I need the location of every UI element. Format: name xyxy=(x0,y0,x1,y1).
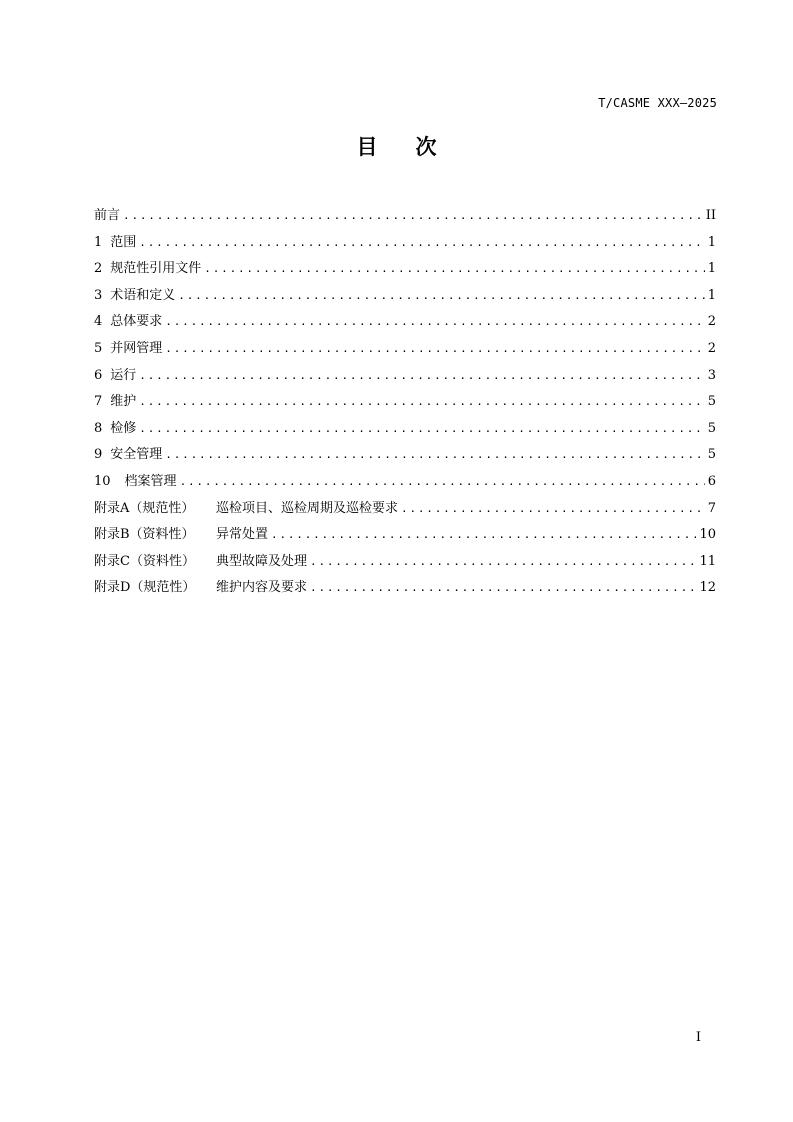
toc-entry-page: 2 xyxy=(707,314,716,330)
toc-entry-number: 2 xyxy=(94,261,103,277)
toc-entry-grid-connection[interactable] xyxy=(94,336,716,363)
toc-leader-dots xyxy=(123,203,703,230)
toc-leader-dots xyxy=(271,522,696,549)
toc-entry-page: 1 xyxy=(707,234,716,250)
toc-entry-page: 1 xyxy=(707,261,716,277)
toc-entry-normative-references[interactable] xyxy=(94,256,716,283)
toc-entry-text: 维护 xyxy=(110,394,137,410)
toc-entry-page: 7 xyxy=(707,500,716,516)
toc-leader-dots xyxy=(139,363,704,390)
toc-entry-text: 维护内容及要求 xyxy=(216,580,308,596)
toc-leader-dots xyxy=(204,256,704,283)
toc-entry-text: 运行 xyxy=(110,367,137,383)
toc-entry-page: 1 xyxy=(707,287,716,303)
page-number: I xyxy=(695,1030,701,1045)
toc-entry-text: 安全管理 xyxy=(110,447,163,463)
toc-entry-appendix-c[interactable] xyxy=(94,549,716,576)
toc-leader-dots xyxy=(165,336,704,363)
toc-entry-number: 4 xyxy=(94,314,103,330)
toc-leader-dots xyxy=(310,575,696,602)
toc-entry-terms-definitions[interactable] xyxy=(94,283,716,310)
toc-entry-text: 巡检项目、巡检周期及巡检要求 xyxy=(216,500,399,516)
toc-entry-page: 6 xyxy=(707,473,716,489)
toc-entry-number: 6 xyxy=(94,367,103,383)
page-title: 目次 xyxy=(356,135,475,159)
toc-entry-appendix-d[interactable] xyxy=(94,575,716,602)
toc-entry-records-management[interactable] xyxy=(94,469,716,496)
toc-entry-number: 附录C（资料性） xyxy=(94,553,195,569)
toc-leader-dots xyxy=(310,549,696,576)
toc-entry-text: 规范性引用文件 xyxy=(110,261,202,277)
toc-leader-dots xyxy=(180,469,705,496)
toc-entry-number: 9 xyxy=(94,447,103,463)
toc-entry-number: 1 xyxy=(94,234,103,250)
toc-entry-page: II xyxy=(705,208,716,223)
toc-entry-text: 总体要求 xyxy=(110,314,163,330)
toc-leader-dots xyxy=(178,283,704,310)
document-code: T/CASME XXX—2025 xyxy=(598,96,717,110)
toc-entry-page: 5 xyxy=(707,394,716,410)
toc-entry-text: 档案管理 xyxy=(124,473,177,489)
toc-leader-dots xyxy=(139,230,704,257)
toc-entry-scope[interactable] xyxy=(94,230,716,257)
table-of-contents xyxy=(94,203,716,602)
toc-entry-safety-management[interactable] xyxy=(94,442,716,469)
toc-entry-number: 10 xyxy=(94,473,111,489)
toc-entry-text: 前言 xyxy=(94,208,121,223)
toc-entry-page: 2 xyxy=(707,340,716,356)
toc-entry-number: 3 xyxy=(94,287,103,303)
toc-entry-appendix-a[interactable] xyxy=(94,496,716,523)
toc-entry-number: 8 xyxy=(94,420,103,436)
toc-entry-text: 典型故障及处理 xyxy=(216,553,308,569)
toc-leader-dots xyxy=(139,389,704,416)
toc-entry-number: 7 xyxy=(94,394,103,410)
toc-entry-page: 11 xyxy=(699,553,716,569)
toc-leader-dots xyxy=(401,496,705,523)
toc-entry-text: 并网管理 xyxy=(110,340,163,356)
toc-entry-foreword[interactable] xyxy=(94,203,716,230)
toc-entry-overhaul[interactable] xyxy=(94,416,716,443)
toc-entry-appendix-b[interactable] xyxy=(94,522,716,549)
toc-entry-page: 5 xyxy=(707,420,716,436)
toc-entry-number: 附录B（资料性） xyxy=(94,527,195,543)
toc-entry-page: 3 xyxy=(707,367,716,383)
toc-leader-dots xyxy=(165,309,704,336)
toc-entry-general-requirements[interactable] xyxy=(94,309,716,336)
toc-entry-number: 附录A（规范性） xyxy=(94,500,195,516)
toc-entry-maintenance[interactable] xyxy=(94,389,716,416)
toc-entry-number: 附录D（规范性） xyxy=(94,580,196,596)
toc-entry-text: 范围 xyxy=(110,234,137,250)
toc-entry-page: 12 xyxy=(699,580,716,596)
toc-leader-dots xyxy=(165,442,704,469)
toc-entry-number: 5 xyxy=(94,340,103,356)
toc-entry-page: 10 xyxy=(699,527,716,543)
toc-entry-text: 异常处置 xyxy=(216,527,269,543)
toc-entry-text: 术语和定义 xyxy=(110,287,176,303)
toc-entry-page: 5 xyxy=(707,447,716,463)
toc-entry-operation[interactable] xyxy=(94,363,716,390)
toc-entry-text: 检修 xyxy=(110,420,137,436)
toc-leader-dots xyxy=(139,416,704,443)
